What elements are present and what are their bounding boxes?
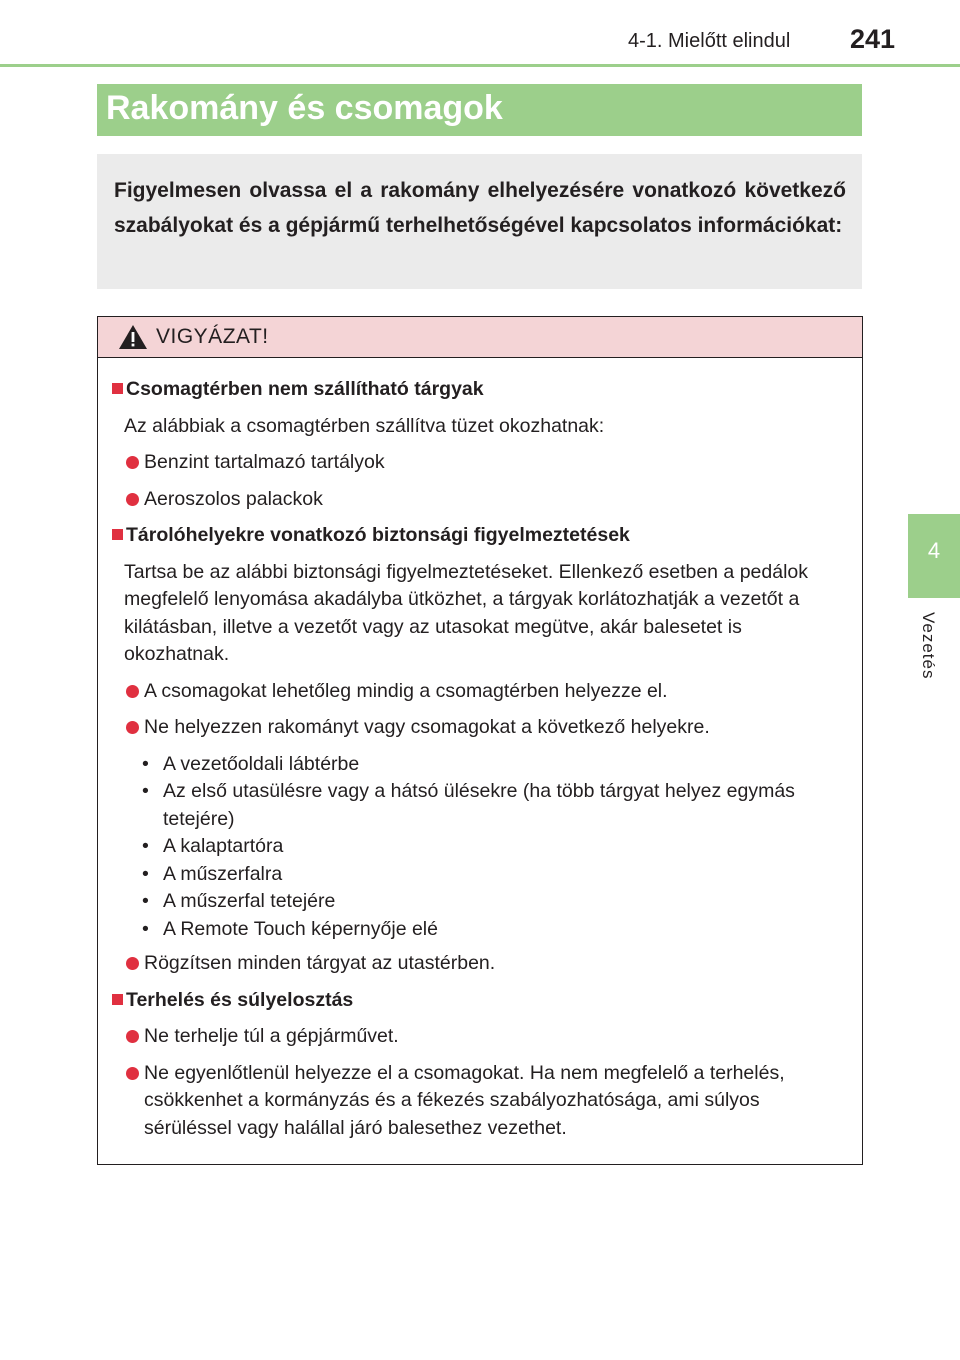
heading-text: Tárolóhelyekre vonatkozó biztonsági figyelmeztetések [126,524,630,546]
sub-item [112,751,852,779]
bullet-text: Ne helyezzen rakományt vagy csomagokat a következő helyekre. [144,716,710,738]
bullet-dot-icon: • [142,862,149,885]
bullet-item [112,1023,852,1051]
bullet-text: Ne terhelje túl a gépjárművet. [144,1025,399,1047]
bullet-item [112,678,852,706]
warning-title: VIGYÁZAT! [156,325,269,348]
sub-item-text: A kalaptartóra [163,835,284,857]
red-dot-icon [126,1067,139,1080]
bullet-item [112,1060,852,1143]
heading-text: Terhelés és súlyelosztás [126,988,354,1011]
sub-item-text: A vezetőoldali lábtérbe [163,752,360,775]
bullet-item [112,486,852,514]
warning-triangle-icon [118,324,148,350]
sub-item-text: A Remote Touch képernyője elé [163,917,438,940]
bullet-dot-icon: • [142,752,149,775]
red-dot-icon [126,685,139,698]
red-dot-icon [126,1030,139,1043]
intro-text: Figyelmesen olvassa el a rakomány elhelyezésére vonatkozó következő szabályokat és a gépjármű terhelhetőségével kapcsolatos információkat: [114,179,846,237]
red-dot-icon [126,957,139,970]
red-square-icon [112,383,123,394]
bullet-item [112,950,852,978]
sub-item-text: A műszerfalra [163,862,283,885]
bullet-dot-icon: • [142,835,149,857]
bullet-text: Aeroszolos palackok [144,487,323,510]
header-divider [0,64,960,67]
bullet-dot-icon: • [142,917,149,940]
bullet-dot-icon: • [142,890,149,912]
warning-heading [112,522,852,550]
warning-heading [112,376,852,404]
chapter-number: 4 [927,538,941,563]
warning-box [97,316,863,1165]
warning-heading [112,987,852,1015]
running-header: 4-1. Mielőtt elindul [628,30,791,52]
sub-item [112,861,852,889]
sub-item [112,888,852,916]
red-square-icon [112,994,123,1005]
chapter-tab [908,514,960,598]
paragraph: Tartsa be az alábbi biztonsági figyelmeztetéseket. Ellenkező esetben a pedálok megfelelő lenyomása akadályba ütközhet, a tárgyak korlátozhatják a vezetőt a kilátásban, illetve a vezetőt vagy az utasokat megütve, akár balesetet is okozhatnak. [124,560,809,665]
bullet-item [112,714,852,742]
sub-item [112,778,852,833]
sub-item [112,833,852,861]
page-number: 241 [850,24,896,54]
sub-item-text: A műszerfal tetejére [163,890,336,912]
sub-list [112,751,852,944]
bullet-text: A csomagokat lehetőleg mindig a csomagtérben helyezze el. [144,679,668,702]
red-square-icon [112,529,123,540]
paragraph: Az alábbiak a csomagtérben szállítva tüzet okozhatnak: [124,414,605,437]
red-dot-icon [126,456,139,469]
warning-body [98,358,862,1142]
bullet-text: Ne egyenlőtlenül helyezze el a csomagokat. Ha nem megfelelő a terhelés, csökkenhet a kormányzás és a fékezés szabályozhatósága, ami súlyos sérüléssel vagy halállal járó balesethez vezethet. [144,1061,785,1139]
sub-item [112,916,852,944]
warning-header [98,317,862,358]
bullet-dot-icon: • [142,780,149,802]
red-dot-icon [126,493,139,506]
bullet-text: Rögzítsen minden tárgyat az utastérben. [144,952,496,974]
red-dot-icon [126,721,139,734]
section-title: Rakomány és csomagok [97,84,862,136]
bullet-text: Benzint tartalmazó tartályok [144,451,385,473]
sub-item-text: Az első utasülésre vagy a hátsó ülésekre (ha több tárgyat helyez egymás tetejére) [163,780,795,830]
bullet-item [112,449,852,477]
intro-box [97,154,862,289]
chapter-label: Vezetés [919,612,938,680]
heading-text: Csomagtérben nem szállítható tárgyak [126,378,484,400]
